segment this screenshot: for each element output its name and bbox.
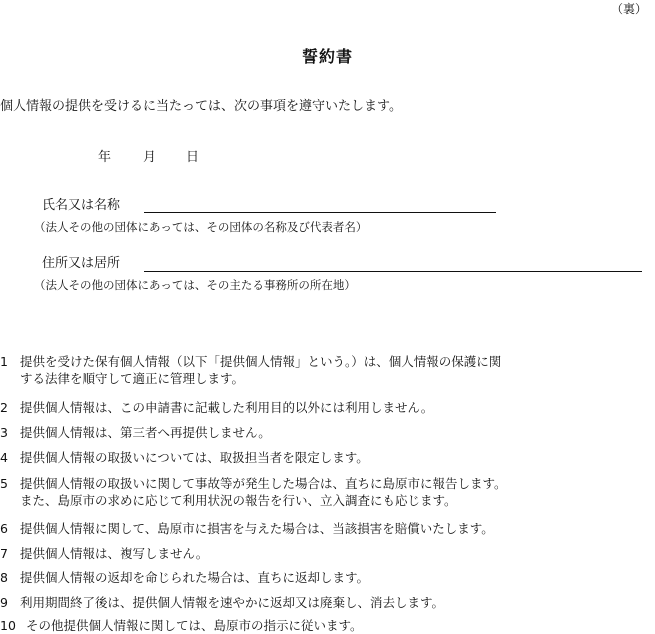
item-text: 提供を受けた保有個人情報（以下「提供個人情報」という。）は、個人情報の保護に関 [20,354,502,369]
item-text-continued: また、島原市の求めに応じて利用状況の報告を行い、立入調査にも応じます。 [20,493,457,508]
item-number: 2 [0,400,8,415]
item-text: 提供個人情報の取扱いに関して事故等が発生した場合は、直ちに島原市に報告します。 [20,476,507,491]
pledge-item-4 [0,449,369,466]
name-field-line[interactable] [144,212,496,213]
date-year-label: 年 [98,150,112,165]
address-field-note: （法人その他の団体にあっては、その主たる事務所の所在地） [34,278,356,292]
item-number: 3 [0,425,8,440]
address-field-line[interactable] [144,271,642,272]
pledge-item-3 [0,424,271,441]
item-text: 提供個人情報に関して、島原市に損害を与えた場合は、当該損害を賠償いたします。 [20,521,494,536]
item-number: 4 [0,450,8,465]
item-number: 8 [0,570,8,585]
item-text: その他提供個人情報に関しては、島原市の指示に従います。 [26,618,363,633]
item-text: 利用期間終了後は、提供個人情報を速やかに返却又は廃棄し、消去します。 [20,595,445,610]
pledge-item-10 [0,617,363,634]
name-field-note: （法人その他の団体にあっては、その団体の名称及び代表者名） [34,220,368,234]
item-number: 1 [0,354,8,369]
pledge-item-2 [0,399,433,416]
page-side-mark: （裏） [610,2,647,16]
item-number: 10 [0,618,16,633]
item-text: 提供個人情報の取扱いについては、取扱担当者を限定します。 [20,450,369,465]
intro-statement: 個人情報の提供を受けるに当たっては、次の事項を遵守いたします。 [0,99,402,114]
item-text-continued: する法律を順守して適正に管理します。 [20,371,245,386]
address-field-label: 住所又は居所 [42,256,121,271]
pledge-item-5 [0,475,507,509]
pledge-item-9 [0,594,444,611]
item-number: 6 [0,521,8,536]
item-number: 9 [0,595,8,610]
name-field-label: 氏名又は名称 [42,198,121,213]
item-text: 提供個人情報の返却を命じられた場合は、直ちに返却します。 [20,570,370,585]
pledge-item-1 [0,353,501,387]
item-number: 7 [0,546,8,561]
item-text: 提供個人情報は、この申請書に記載した利用目的以外には利用しません。 [20,400,434,415]
item-text: 提供個人情報は、複写しません。 [20,546,209,561]
item-number: 5 [0,476,8,491]
item-text: 提供個人情報は、第三者へ再提供しません。 [20,425,271,440]
pledge-item-6 [0,520,494,537]
date-month-label: 月 [143,150,157,165]
date-day-label: 日 [186,150,200,165]
pledge-item-8 [0,569,369,586]
pledge-item-7 [0,545,208,562]
document-title: 誓約書 [301,47,353,66]
